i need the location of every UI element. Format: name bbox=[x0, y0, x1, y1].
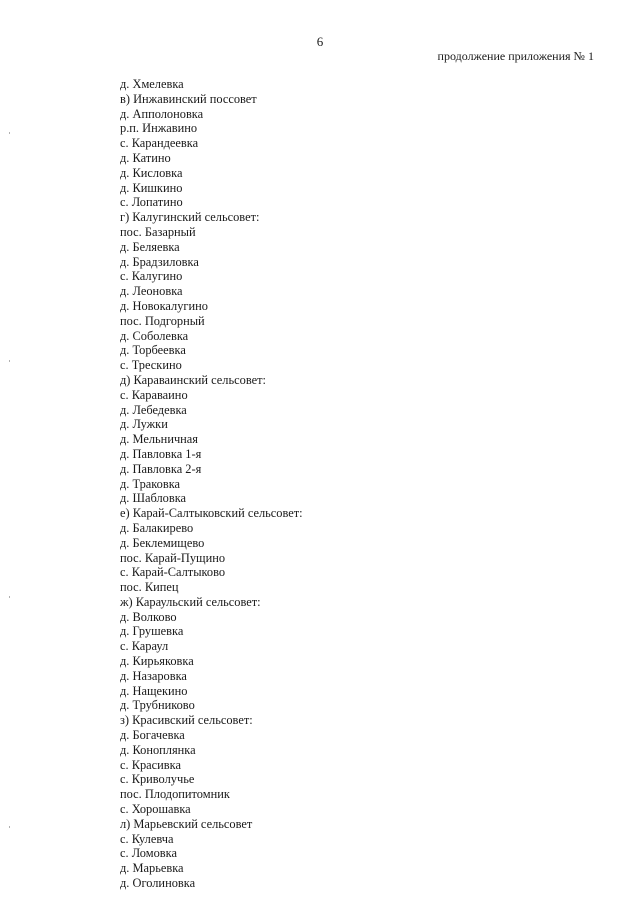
scan-margin-mark bbox=[9, 826, 10, 828]
settlement-entry: д. Кирьяковка bbox=[120, 654, 194, 669]
settlement-entry: д. Соболевка bbox=[120, 328, 189, 343]
settlement-entry: д. Апполоновка bbox=[120, 106, 204, 121]
settlement-entry: с. Караваино bbox=[120, 387, 188, 402]
settlement-entry: д. Назаровка bbox=[120, 668, 187, 683]
settlement-entry: д. Волково bbox=[120, 609, 177, 624]
settlement-entry: в) Инжавинский поссовет bbox=[120, 91, 257, 106]
settlement-entry: с. Кулевча bbox=[120, 831, 174, 846]
settlement-entry: с. Трескино bbox=[120, 358, 182, 373]
settlement-entry: д. Беклемищево bbox=[120, 535, 205, 550]
settlement-entry: с. Криволучье bbox=[120, 772, 195, 787]
settlement-entry: д) Караваинский сельсовет: bbox=[120, 372, 266, 387]
settlement-entry: пос. Кипец bbox=[120, 580, 179, 595]
settlement-entry: д. Траковка bbox=[120, 476, 181, 491]
settlement-entry: е) Карай-Салтыковский сельсовет: bbox=[120, 506, 303, 521]
settlement-entry: д. Леоновка bbox=[120, 284, 183, 299]
settlement-entry: ж) Караульский сельсовет: bbox=[120, 594, 261, 609]
settlement-entry: д. Кисловка bbox=[120, 165, 183, 180]
settlement-entry: пос. Подгорный bbox=[120, 313, 205, 328]
scan-margin-mark bbox=[9, 360, 10, 362]
settlement-entry: д. Марьевка bbox=[120, 861, 184, 876]
settlement-entry: д. Трубниково bbox=[120, 698, 195, 713]
settlement-entry: д. Кишкино bbox=[120, 180, 183, 195]
settlement-list bbox=[120, 77, 303, 891]
settlement-entry: д. Грушевка bbox=[120, 624, 184, 639]
settlement-entry: л) Марьевский сельсовет bbox=[120, 816, 253, 831]
settlement-entry: д. Хмелевка bbox=[120, 77, 184, 91]
settlement-entry: д. Мельничная bbox=[120, 432, 199, 447]
settlement-entry: р.п. Инжавино bbox=[120, 121, 198, 136]
settlement-entry: д. Беляевка bbox=[120, 239, 180, 254]
settlement-entry: д. Павловка 1-я bbox=[120, 446, 202, 461]
settlement-entry: д. Павловка 2-я bbox=[120, 461, 202, 476]
settlement-entry: д. Катино bbox=[120, 150, 171, 165]
settlement-entry: д. Шабловка bbox=[120, 491, 187, 506]
settlement-entry: з) Красивский сельсовет: bbox=[120, 713, 253, 728]
settlement-entry: с. Караул bbox=[120, 639, 169, 654]
continuation-note: продолжение приложения № 1 bbox=[437, 49, 594, 63]
settlement-entry: с. Карандеевка bbox=[120, 136, 199, 151]
settlement-entry: с. Лопатино bbox=[120, 195, 183, 210]
settlement-entry: г) Калугинский сельсовет: bbox=[120, 210, 260, 225]
scan-margin-mark bbox=[9, 132, 10, 134]
settlement-entry: д. Новокалугино bbox=[120, 298, 208, 313]
settlement-entry: пос. Карай-Пущино bbox=[120, 550, 226, 565]
settlement-entry: с. Ломовка bbox=[120, 846, 177, 861]
settlement-entry: с. Хорошавка bbox=[120, 802, 191, 817]
settlement-entry: д. Коноплянка bbox=[120, 742, 196, 757]
page-number: 6 bbox=[316, 34, 324, 49]
settlement-entry: д. Лебедевка bbox=[120, 402, 187, 417]
settlement-entry: с. Красивка bbox=[120, 757, 181, 772]
settlement-entry: с. Карай-Салтыково bbox=[120, 565, 226, 580]
settlement-entry: д. Оголиновка bbox=[120, 876, 196, 891]
settlement-entry: д. Балакирево bbox=[120, 520, 194, 535]
settlement-entry: пос. Базарный bbox=[120, 224, 196, 239]
settlement-entry: с. Калугино bbox=[120, 269, 183, 284]
settlement-entry: д. Лужки bbox=[120, 417, 168, 432]
settlement-entry: д. Нащекино bbox=[120, 683, 188, 698]
scan-margin-mark bbox=[9, 596, 10, 598]
settlement-entry: д. Торбеевка bbox=[120, 343, 186, 358]
settlement-entry: д. Брадзиловка bbox=[120, 254, 199, 269]
settlement-entry: пос. Плодопитомник bbox=[120, 787, 230, 802]
settlement-entry: д. Богачевка bbox=[120, 728, 185, 743]
